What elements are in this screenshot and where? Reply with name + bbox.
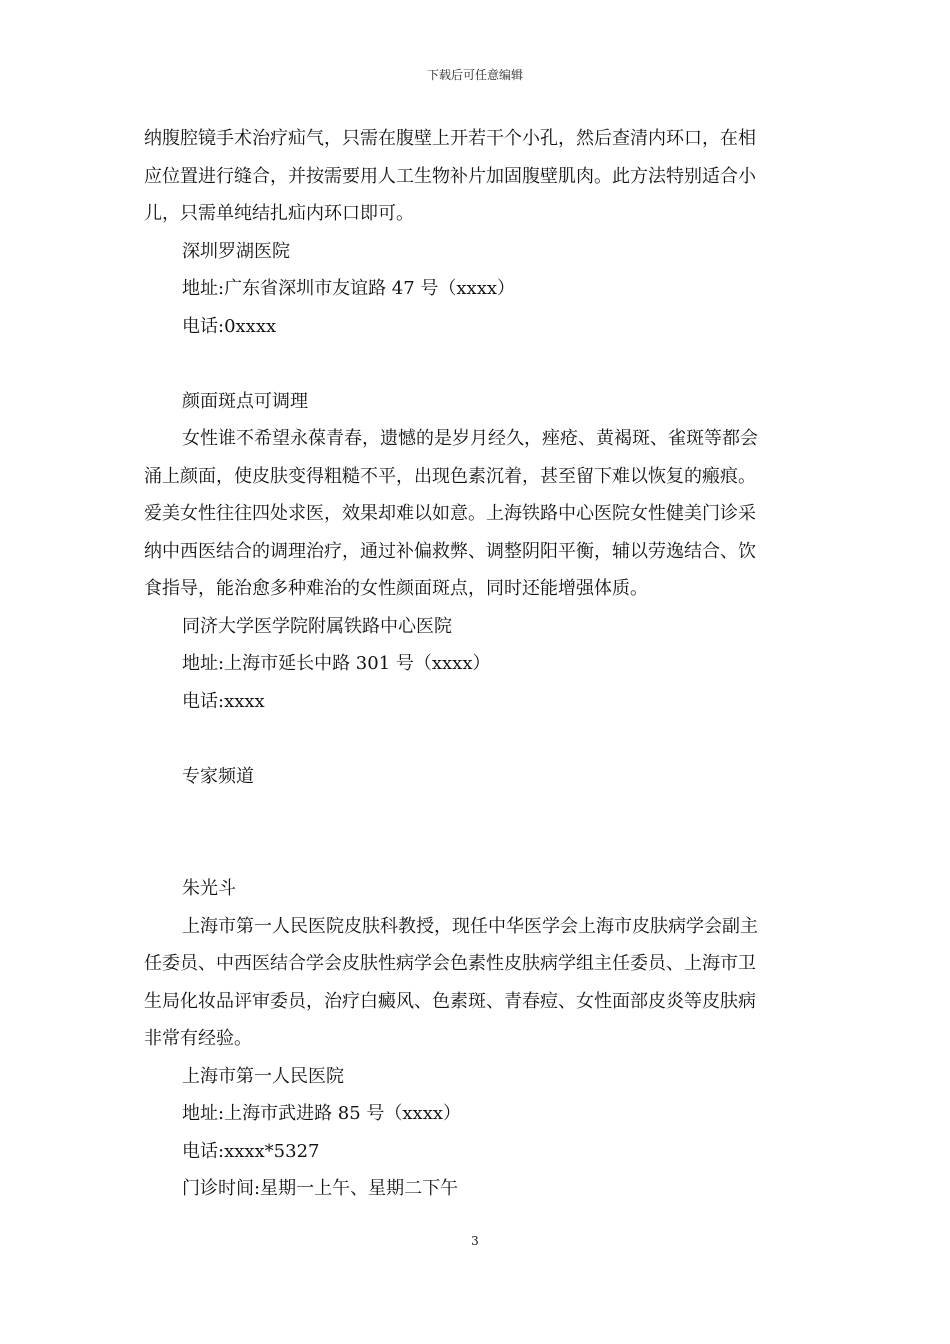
facial-spots-paragraph (144, 420, 806, 608)
document-body (144, 120, 806, 1208)
blank-line (144, 720, 806, 758)
paragraph-line: 涌上颜面，使皮肤变得粗糙不平，出现色素沉着，甚至留下难以恢复的瘢痕。 (144, 465, 756, 487)
hospital-phone: 电话:xxxx (182, 690, 265, 712)
section-title: 颜面斑点可调理 (182, 390, 308, 412)
paragraph-line: 生局化妆品评审委员，治疗白癜风、色素斑、青春痘、女性面部皮炎等皮肤病 (144, 990, 756, 1012)
paragraph-line: 任委员、中西医结合学会皮肤性病学会色素性皮肤病学组主任委员、上海市卫 (144, 953, 756, 974)
expert-name: 朱光斗 (182, 878, 236, 899)
page-header: 下载后可任意编辑 (426, 68, 523, 82)
hospital-name: 上海市第一人民医院 (182, 1065, 344, 1087)
paragraph-line: 纳腹腔镜手术治疗疝气，只需在腹壁上开若干个小孔，然后查清内环口，在相 (144, 128, 756, 149)
paragraph-line: 儿，只需单纯结扎疝内环口即可。 (144, 203, 414, 224)
paragraph-line: 纳中西医结合的调理治疗，通过补偏救弊、调整阴阳平衡，辅以劳逸结合、饮 (144, 540, 756, 562)
section-title: 专家频道 (182, 765, 254, 787)
paragraph-line: 应位置进行缝合，并按需要用人工生物补片加固腹壁肌肉。此方法特别适合小 (144, 165, 756, 187)
hospital-phone: 电话:0xxxx (182, 315, 277, 337)
paragraph-line: 食指导，能治愈多种难治的女性颜面斑点，同时还能增强体质。 (144, 578, 648, 599)
hospital-phone: 电话:xxxx*5327 (182, 1140, 320, 1162)
paragraph-line: 上海市第一人民医院皮肤科教授，现任中华医学会上海市皮肤病学会副主 (182, 915, 758, 937)
blank-lines (144, 795, 806, 870)
paragraph-line: 非常有经验。 (144, 1028, 252, 1049)
hospital-name: 同济大学医学院附属铁路中心医院 (182, 615, 452, 637)
hernia-paragraph (144, 120, 806, 233)
hospital-name: 深圳罗湖医院 (182, 240, 290, 262)
hospital-address: 地址:上海市武进路 85 号（xxxx） (182, 1103, 462, 1124)
blank-line (144, 345, 806, 383)
hospital-address: 地址:广东省深圳市友谊路 47 号（xxxx） (182, 278, 516, 299)
clinic-hours: 门诊时间:星期一上午、星期二下午 (182, 1178, 459, 1199)
paragraph-line: 爱美女性往往四处求医，效果却难以如意。上海铁路中心医院女性健美门诊采 (144, 503, 756, 524)
page-number: 3 (471, 1234, 479, 1248)
paragraph-line: 女性谁不希望永葆青春，遗憾的是岁月经久，痤疮、黄褐斑、雀斑等都会 (182, 428, 758, 449)
hospital-address: 地址:上海市延长中路 301 号（xxxx） (182, 653, 491, 674)
expert-bio-paragraph (144, 908, 806, 1058)
